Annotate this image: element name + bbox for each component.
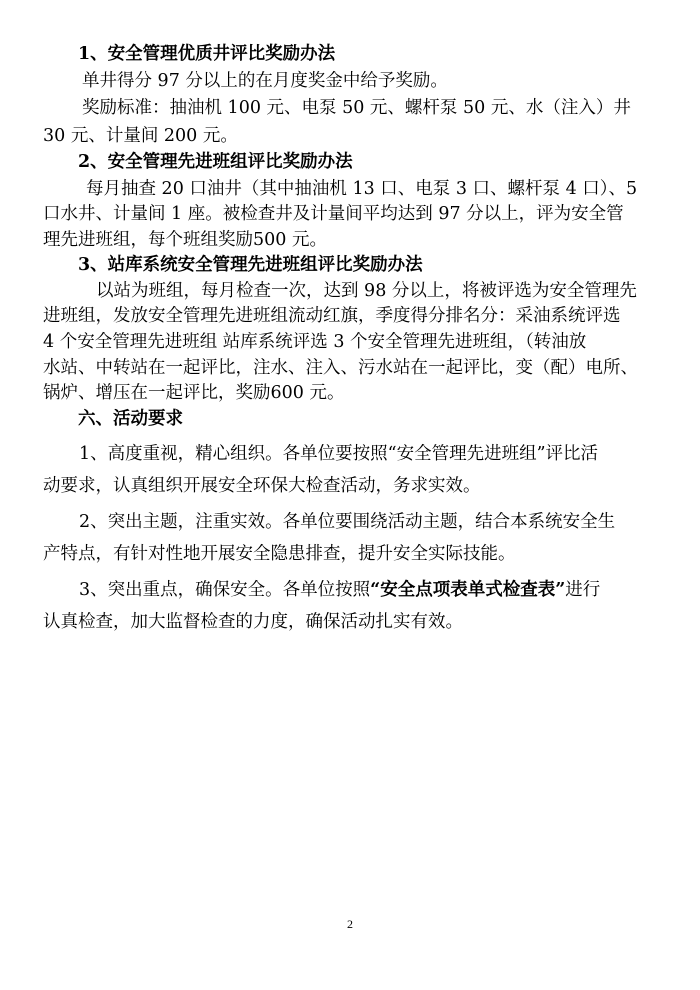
requirement-2-line-2: 产特点，有针对性地开展安全隐患排查，提升安全实际技能。	[43, 544, 516, 564]
section-4-heading: 六、活动要求	[78, 409, 183, 429]
page-number: 2	[347, 917, 353, 931]
section-3-line-5: 锅炉、增压在一起评比，奖励600 元。	[43, 383, 345, 403]
section-2-line-3: 理先进班组，每个班组奖励500 元。	[43, 230, 327, 250]
requirement-3-prefix: 3、突出重点，确保安全。各单位按照	[79, 580, 371, 600]
requirement-2-line-1: 2、突出主题，注重实效。各单位要围绕活动主题，结合本系统安全生	[79, 512, 616, 532]
section-2-line-1: 每月抽查 20 口油井（其中抽油机 13 口、电泵 3 口、螺杆泵 4 口）、5	[86, 179, 638, 199]
requirement-3-line-2: 认真检查，加大监督检查的力度，确保活动扎实有效。	[43, 612, 463, 632]
section-3-line-1: 以站为班组，每月检查一次，达到 98 分以上，将被评选为安全管理先	[96, 281, 637, 301]
section-3-line-4: 水站、中转站在一起评比，注水、注入、污水站在一起评比，变（配）电所、	[43, 358, 638, 378]
section-1-heading: 1、安全管理优质井评比奖励办法	[78, 44, 336, 64]
section-2-line-2: 口水井、计量间 1 座。被检查井及计量间平均达到 97 分以上，评为安全管	[43, 204, 624, 224]
requirement-3-suffix: 进行	[565, 580, 601, 600]
inspection-form-name: “安全点项表单式检查表”	[370, 580, 566, 600]
section-2-heading: 2、安全管理先进班组评比奖励办法	[78, 152, 353, 172]
requirement-1-line-2: 动要求，认真组织开展安全环保大检查活动，务求实效。	[43, 476, 481, 496]
requirement-1-line-1: 1、高度重视，精心组织。各单位要按照“安全管理先进班组”评比活	[79, 444, 599, 464]
section-3-line-3: 4 个安全管理先进班组 站库系统评选 3 个安全管理先进班组，（转油放	[43, 332, 587, 352]
section-3-heading: 3、站库系统安全管理先进班组评比奖励办法	[78, 255, 423, 275]
section-1-line-2: 奖励标准：抽油机 100 元、电泵 50 元、螺杆泵 50 元、水（注入）井	[82, 98, 631, 118]
section-1-line-3: 30 元、计量间 200 元。	[43, 126, 238, 146]
section-3-line-2: 进班组，发放安全管理先进班组流动红旗，季度得分排名分：采油系统评选	[43, 306, 621, 326]
section-1-line-1: 单井得分 97 分以上的在月度奖金中给予奖励。	[82, 71, 448, 91]
requirement-3-line-1	[79, 578, 600, 602]
